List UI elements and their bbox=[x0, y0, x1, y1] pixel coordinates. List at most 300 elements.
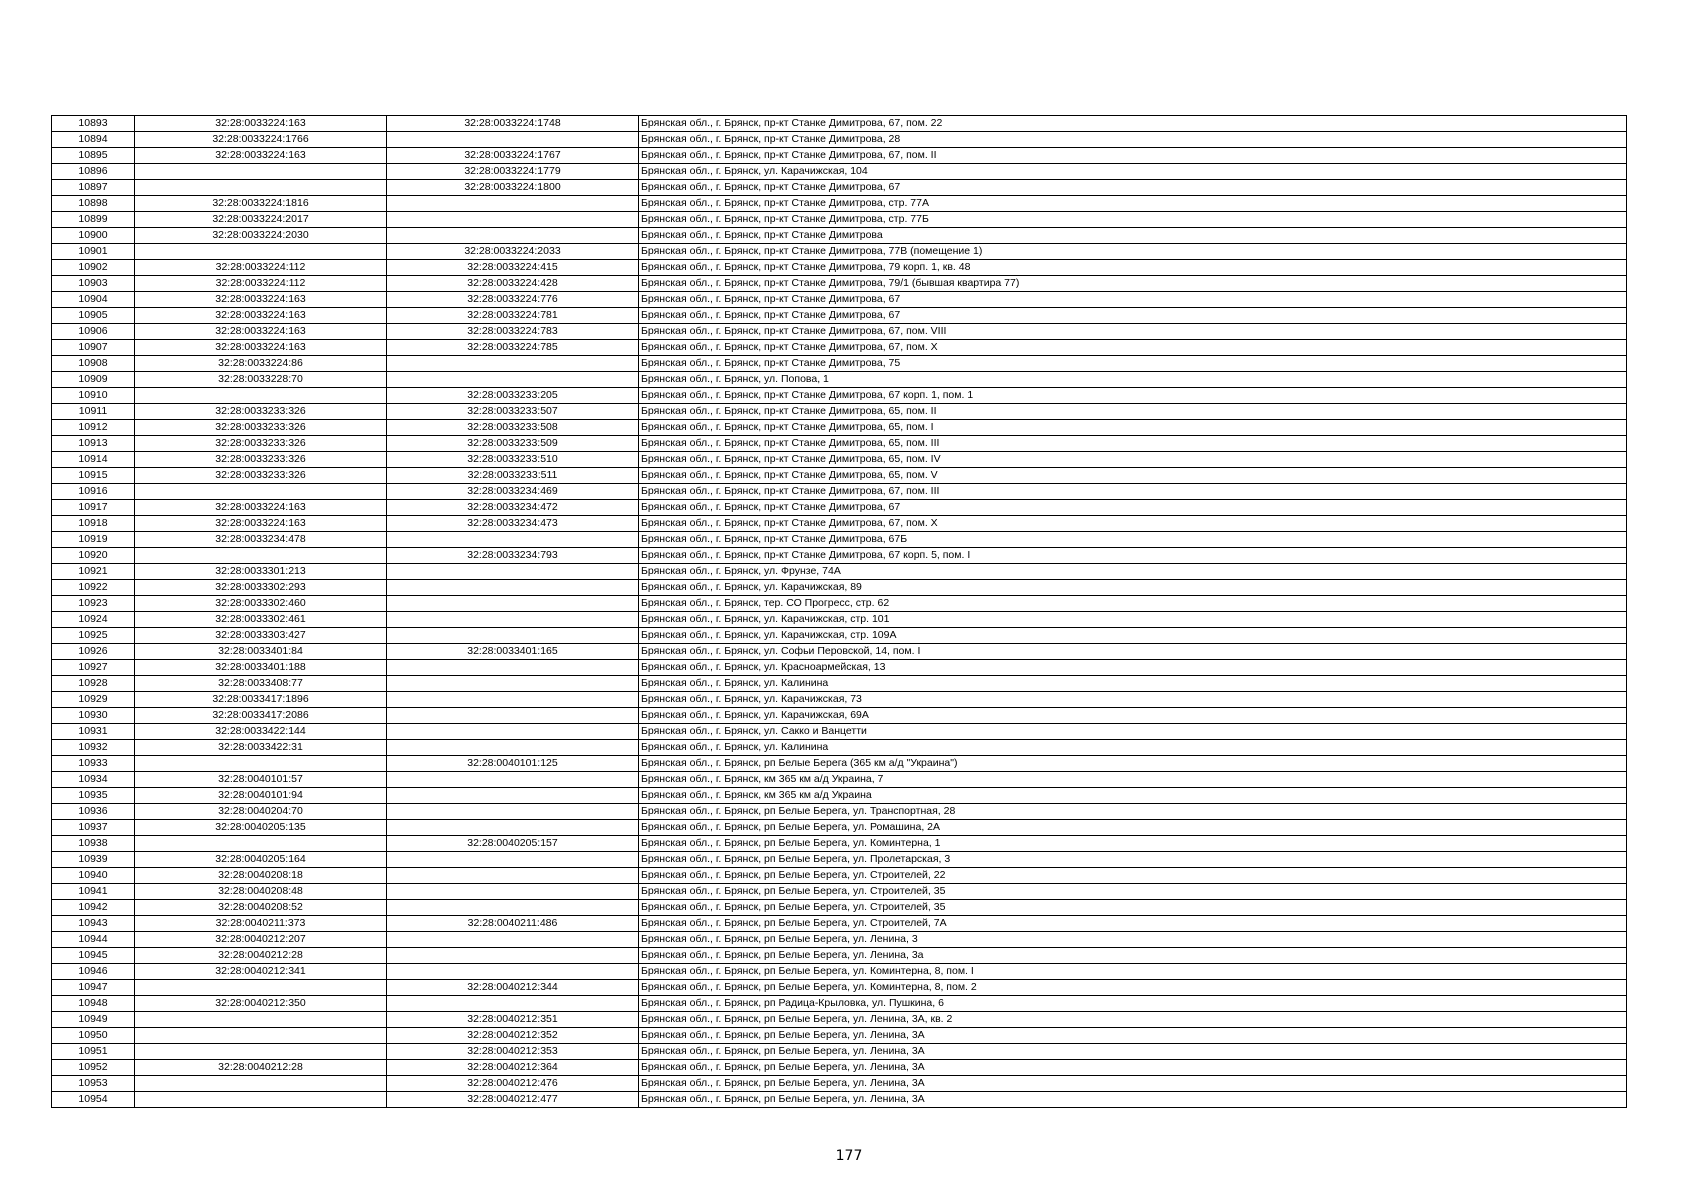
object-number-cell: 32:28:0033401:165 bbox=[387, 644, 639, 660]
parcel-number-cell: 32:28:0033417:1896 bbox=[135, 692, 387, 708]
address-cell: Брянская обл., г. Брянск, пр-кт Станке Димитрова, 67 корп. 5, пом. I bbox=[639, 548, 1627, 564]
parcel-number-cell bbox=[135, 1012, 387, 1028]
address-cell: Брянская обл., г. Брянск, пр-кт Станке Димитрова, 65, пом. III bbox=[639, 436, 1627, 452]
row-number-cell: 10919 bbox=[52, 532, 135, 548]
table-row bbox=[52, 1012, 1627, 1028]
row-number-cell: 10908 bbox=[52, 356, 135, 372]
table-row bbox=[52, 420, 1627, 436]
address-cell: Брянская обл., г. Брянск, пр-кт Станке Димитрова, стр. 77А bbox=[639, 196, 1627, 212]
parcel-number-cell: 32:28:0033233:326 bbox=[135, 452, 387, 468]
table-row bbox=[52, 180, 1627, 196]
registry-table bbox=[51, 115, 1627, 1108]
parcel-number-cell: 32:28:0033408:77 bbox=[135, 676, 387, 692]
table-row bbox=[52, 596, 1627, 612]
row-number-cell: 10951 bbox=[52, 1044, 135, 1060]
address-cell: Брянская обл., г. Брянск, рп Белые Берега, ул. Строителей, 7А bbox=[639, 916, 1627, 932]
object-number-cell bbox=[387, 580, 639, 596]
row-number-cell: 10916 bbox=[52, 484, 135, 500]
object-number-cell: 32:28:0033224:1779 bbox=[387, 164, 639, 180]
object-number-cell: 32:28:0033234:473 bbox=[387, 516, 639, 532]
row-number-cell: 10924 bbox=[52, 612, 135, 628]
address-cell: Брянская обл., г. Брянск, пр-кт Станке Димитрова, 65, пом. IV bbox=[639, 452, 1627, 468]
address-cell: Брянская обл., г. Брянск, пр-кт Станке Димитрова, 79 корп. 1, кв. 48 bbox=[639, 260, 1627, 276]
table-row bbox=[52, 580, 1627, 596]
parcel-number-cell bbox=[135, 1076, 387, 1092]
address-cell: Брянская обл., г. Брянск, пр-кт Станке Димитрова, 77В (помещение 1) bbox=[639, 244, 1627, 260]
address-cell: Брянская обл., г. Брянск, ул. Калинина bbox=[639, 676, 1627, 692]
parcel-number-cell: 32:28:0033224:2030 bbox=[135, 228, 387, 244]
row-number-cell: 10929 bbox=[52, 692, 135, 708]
table-row bbox=[52, 948, 1627, 964]
parcel-number-cell: 32:28:0040205:164 bbox=[135, 852, 387, 868]
object-number-cell bbox=[387, 804, 639, 820]
object-number-cell bbox=[387, 692, 639, 708]
object-number-cell bbox=[387, 628, 639, 644]
parcel-number-cell bbox=[135, 244, 387, 260]
object-number-cell: 32:28:0033233:511 bbox=[387, 468, 639, 484]
row-number-cell: 10895 bbox=[52, 148, 135, 164]
table-row bbox=[52, 996, 1627, 1012]
address-cell: Брянская обл., г. Брянск, пр-кт Станке Димитрова, 67, пом. II bbox=[639, 148, 1627, 164]
row-number-cell: 10915 bbox=[52, 468, 135, 484]
parcel-number-cell: 32:28:0033224:163 bbox=[135, 324, 387, 340]
row-number-cell: 10948 bbox=[52, 996, 135, 1012]
parcel-number-cell: 32:28:0033224:163 bbox=[135, 148, 387, 164]
table-row bbox=[52, 772, 1627, 788]
table-row bbox=[52, 244, 1627, 260]
table-row bbox=[52, 1092, 1627, 1108]
parcel-number-cell bbox=[135, 1044, 387, 1060]
parcel-number-cell: 32:28:0033302:461 bbox=[135, 612, 387, 628]
table-row bbox=[52, 852, 1627, 868]
row-number-cell: 10922 bbox=[52, 580, 135, 596]
table-row bbox=[52, 260, 1627, 276]
parcel-number-cell: 32:28:0033224:163 bbox=[135, 500, 387, 516]
table-row bbox=[52, 132, 1627, 148]
table-row bbox=[52, 404, 1627, 420]
address-cell: Брянская обл., г. Брянск, пр-кт Станке Димитрова bbox=[639, 228, 1627, 244]
row-number-cell: 10928 bbox=[52, 676, 135, 692]
table-row bbox=[52, 724, 1627, 740]
row-number-cell: 10945 bbox=[52, 948, 135, 964]
address-cell: Брянская обл., г. Брянск, рп Белые Берега, ул. Строителей, 35 bbox=[639, 884, 1627, 900]
row-number-cell: 10949 bbox=[52, 1012, 135, 1028]
object-number-cell: 32:28:0033224:1800 bbox=[387, 180, 639, 196]
row-number-cell: 10898 bbox=[52, 196, 135, 212]
table-row bbox=[52, 548, 1627, 564]
object-number-cell: 32:28:0033224:1767 bbox=[387, 148, 639, 164]
object-number-cell bbox=[387, 532, 639, 548]
address-cell: Брянская обл., г. Брянск, рп Белые Берега, ул. Строителей, 35 bbox=[639, 900, 1627, 916]
address-cell: Брянская обл., г. Брянск, рп Белые Берега, ул. Ленина, 3А bbox=[639, 1060, 1627, 1076]
row-number-cell: 10925 bbox=[52, 628, 135, 644]
object-number-cell: 32:28:0040212:477 bbox=[387, 1092, 639, 1108]
object-number-cell bbox=[387, 724, 639, 740]
address-cell: Брянская обл., г. Брянск, рп Белые Берега, ул. Коминтерна, 8, пом. 2 bbox=[639, 980, 1627, 996]
row-number-cell: 10942 bbox=[52, 900, 135, 916]
object-number-cell: 32:28:0033233:509 bbox=[387, 436, 639, 452]
object-number-cell: 32:28:0033234:472 bbox=[387, 500, 639, 516]
object-number-cell: 32:28:0033233:205 bbox=[387, 388, 639, 404]
address-cell: Брянская обл., г. Брянск, рп Белые Берега (365 км а/д "Украина") bbox=[639, 756, 1627, 772]
row-number-cell: 10904 bbox=[52, 292, 135, 308]
address-cell: Брянская обл., г. Брянск, рп Белые Берега, ул. Ленина, 3А bbox=[639, 1092, 1627, 1108]
parcel-number-cell: 32:28:0040101:57 bbox=[135, 772, 387, 788]
object-number-cell bbox=[387, 996, 639, 1012]
object-number-cell: 32:28:0033233:507 bbox=[387, 404, 639, 420]
address-cell: Брянская обл., г. Брянск, рп Белые Берега, ул. Ленина, 3А bbox=[639, 1044, 1627, 1060]
parcel-number-cell: 32:28:0033233:326 bbox=[135, 420, 387, 436]
parcel-number-cell: 32:28:0040212:207 bbox=[135, 932, 387, 948]
table-row bbox=[52, 820, 1627, 836]
address-cell: Брянская обл., г. Брянск, рп Белые Берега, ул. Ромашина, 2А bbox=[639, 820, 1627, 836]
object-number-cell bbox=[387, 372, 639, 388]
row-number-cell: 10920 bbox=[52, 548, 135, 564]
parcel-number-cell bbox=[135, 180, 387, 196]
table-row bbox=[52, 276, 1627, 292]
address-cell: Брянская обл., г. Брянск, ул. Калинина bbox=[639, 740, 1627, 756]
parcel-number-cell: 32:28:0040208:48 bbox=[135, 884, 387, 900]
object-number-cell: 32:28:0040212:344 bbox=[387, 980, 639, 996]
address-cell: Брянская обл., г. Брянск, пр-кт Станке Димитрова, 67 bbox=[639, 292, 1627, 308]
object-number-cell bbox=[387, 900, 639, 916]
table-row bbox=[52, 452, 1627, 468]
parcel-number-cell: 32:28:0040212:28 bbox=[135, 1060, 387, 1076]
parcel-number-cell: 32:28:0033417:2086 bbox=[135, 708, 387, 724]
parcel-number-cell: 32:28:0040212:341 bbox=[135, 964, 387, 980]
object-number-cell bbox=[387, 772, 639, 788]
table-row bbox=[52, 676, 1627, 692]
parcel-number-cell: 32:28:0033302:460 bbox=[135, 596, 387, 612]
parcel-number-cell: 32:28:0033224:163 bbox=[135, 516, 387, 532]
object-number-cell: 32:28:0033224:776 bbox=[387, 292, 639, 308]
parcel-number-cell: 32:28:0040212:28 bbox=[135, 948, 387, 964]
parcel-number-cell: 32:28:0033224:112 bbox=[135, 260, 387, 276]
object-number-cell: 32:28:0033224:415 bbox=[387, 260, 639, 276]
row-number-cell: 10938 bbox=[52, 836, 135, 852]
table-row bbox=[52, 164, 1627, 180]
address-cell: Брянская обл., г. Брянск, ул. Карачижская, 73 bbox=[639, 692, 1627, 708]
object-number-cell: 32:28:0040212:351 bbox=[387, 1012, 639, 1028]
address-cell: Брянская обл., г. Брянск, пр-кт Станке Димитрова, 67, пом. X bbox=[639, 340, 1627, 356]
address-cell: Брянская обл., г. Брянск, пр-кт Станке Димитрова, 67Б bbox=[639, 532, 1627, 548]
row-number-cell: 10917 bbox=[52, 500, 135, 516]
row-number-cell: 10921 bbox=[52, 564, 135, 580]
row-number-cell: 10953 bbox=[52, 1076, 135, 1092]
parcel-number-cell: 32:28:0033233:326 bbox=[135, 436, 387, 452]
parcel-number-cell: 32:28:0040205:135 bbox=[135, 820, 387, 836]
row-number-cell: 10900 bbox=[52, 228, 135, 244]
address-cell: Брянская обл., г. Брянск, пр-кт Станке Димитрова, 75 bbox=[639, 356, 1627, 372]
address-cell: Брянская обл., г. Брянск, ул. Карачижская, стр. 109А bbox=[639, 628, 1627, 644]
row-number-cell: 10912 bbox=[52, 420, 135, 436]
object-number-cell bbox=[387, 564, 639, 580]
object-number-cell: 32:28:0033224:428 bbox=[387, 276, 639, 292]
row-number-cell: 10899 bbox=[52, 212, 135, 228]
table-row bbox=[52, 804, 1627, 820]
parcel-number-cell: 32:28:0033224:2017 bbox=[135, 212, 387, 228]
table-row bbox=[52, 1044, 1627, 1060]
address-cell: Брянская обл., г. Брянск, ул. Карачижская, 89 bbox=[639, 580, 1627, 596]
table-row bbox=[52, 436, 1627, 452]
row-number-cell: 10918 bbox=[52, 516, 135, 532]
table-row bbox=[52, 756, 1627, 772]
row-number-cell: 10933 bbox=[52, 756, 135, 772]
row-number-cell: 10910 bbox=[52, 388, 135, 404]
table-row bbox=[52, 356, 1627, 372]
table-row bbox=[52, 644, 1627, 660]
address-cell: Брянская обл., г. Брянск, рп Белые Берега, ул. Транспортная, 28 bbox=[639, 804, 1627, 820]
object-number-cell bbox=[387, 964, 639, 980]
address-cell: Брянская обл., г. Брянск, пр-кт Станке Димитрова, 79/1 (бывшая квартира 77) bbox=[639, 276, 1627, 292]
parcel-number-cell bbox=[135, 756, 387, 772]
row-number-cell: 10923 bbox=[52, 596, 135, 612]
parcel-number-cell: 32:28:0040101:94 bbox=[135, 788, 387, 804]
table-row bbox=[52, 148, 1627, 164]
table-row bbox=[52, 692, 1627, 708]
parcel-number-cell: 32:28:0033401:188 bbox=[135, 660, 387, 676]
object-number-cell: 32:28:0040101:125 bbox=[387, 756, 639, 772]
row-number-cell: 10911 bbox=[52, 404, 135, 420]
object-number-cell bbox=[387, 612, 639, 628]
row-number-cell: 10936 bbox=[52, 804, 135, 820]
row-number-cell: 10934 bbox=[52, 772, 135, 788]
address-cell: Брянская обл., г. Брянск, пр-кт Станке Димитрова, 67, пом. VIII bbox=[639, 324, 1627, 340]
parcel-number-cell: 32:28:0033401:84 bbox=[135, 644, 387, 660]
object-number-cell bbox=[387, 660, 639, 676]
row-number-cell: 10937 bbox=[52, 820, 135, 836]
parcel-number-cell: 32:28:0033224:163 bbox=[135, 340, 387, 356]
object-number-cell bbox=[387, 196, 639, 212]
address-cell: Брянская обл., г. Брянск, ул. Карачижская, 104 bbox=[639, 164, 1627, 180]
parcel-number-cell: 32:28:0033422:144 bbox=[135, 724, 387, 740]
row-number-cell: 10939 bbox=[52, 852, 135, 868]
row-number-cell: 10914 bbox=[52, 452, 135, 468]
row-number-cell: 10931 bbox=[52, 724, 135, 740]
parcel-number-cell: 32:28:0033234:478 bbox=[135, 532, 387, 548]
address-cell: Брянская обл., г. Брянск, пр-кт Станке Димитрова, 67, пом. 22 bbox=[639, 116, 1627, 132]
parcel-number-cell: 32:28:0033301:213 bbox=[135, 564, 387, 580]
page-number: 177 bbox=[835, 1148, 863, 1164]
table-row bbox=[52, 660, 1627, 676]
object-number-cell bbox=[387, 852, 639, 868]
row-number-cell: 10902 bbox=[52, 260, 135, 276]
table-row bbox=[52, 788, 1627, 804]
table-row bbox=[52, 324, 1627, 340]
address-cell: Брянская обл., г. Брянск, рп Белые Берега, ул. Коминтерна, 8, пом. I bbox=[639, 964, 1627, 980]
address-cell: Брянская обл., г. Брянск, пр-кт Станке Димитрова, 67, пом. III bbox=[639, 484, 1627, 500]
object-number-cell bbox=[387, 132, 639, 148]
object-number-cell bbox=[387, 740, 639, 756]
parcel-number-cell: 32:28:0033233:326 bbox=[135, 468, 387, 484]
row-number-cell: 10927 bbox=[52, 660, 135, 676]
table-row bbox=[52, 884, 1627, 900]
table-row bbox=[52, 292, 1627, 308]
parcel-number-cell: 32:28:0033224:163 bbox=[135, 116, 387, 132]
parcel-number-cell bbox=[135, 388, 387, 404]
table-row bbox=[52, 1076, 1627, 1092]
parcel-number-cell bbox=[135, 980, 387, 996]
object-number-cell: 32:28:0033224:785 bbox=[387, 340, 639, 356]
object-number-cell bbox=[387, 868, 639, 884]
address-cell: Брянская обл., г. Брянск, пр-кт Станке Димитрова, 65, пом. V bbox=[639, 468, 1627, 484]
object-number-cell: 32:28:0040212:353 bbox=[387, 1044, 639, 1060]
parcel-number-cell bbox=[135, 548, 387, 564]
address-cell: Брянская обл., г. Брянск, ул. Фрунзе, 74А bbox=[639, 564, 1627, 580]
row-number-cell: 10909 bbox=[52, 372, 135, 388]
parcel-number-cell bbox=[135, 484, 387, 500]
object-number-cell bbox=[387, 948, 639, 964]
row-number-cell: 10946 bbox=[52, 964, 135, 980]
row-number-cell: 10906 bbox=[52, 324, 135, 340]
row-number-cell: 10950 bbox=[52, 1028, 135, 1044]
parcel-number-cell: 32:28:0033302:293 bbox=[135, 580, 387, 596]
parcel-number-cell bbox=[135, 1092, 387, 1108]
table-row bbox=[52, 308, 1627, 324]
row-number-cell: 10901 bbox=[52, 244, 135, 260]
address-cell: Брянская обл., г. Брянск, пр-кт Станке Димитрова, 67 bbox=[639, 180, 1627, 196]
table-row bbox=[52, 388, 1627, 404]
table-row bbox=[52, 868, 1627, 884]
address-cell: Брянская обл., г. Брянск, рп Белые Берега, ул. Строителей, 22 bbox=[639, 868, 1627, 884]
address-cell: Брянская обл., г. Брянск, тер. СО Прогресс, стр. 62 bbox=[639, 596, 1627, 612]
table-row bbox=[52, 1028, 1627, 1044]
row-number-cell: 10926 bbox=[52, 644, 135, 660]
row-number-cell: 10907 bbox=[52, 340, 135, 356]
table-row bbox=[52, 212, 1627, 228]
table-row bbox=[52, 916, 1627, 932]
address-cell: Брянская обл., г. Брянск, рп Белые Берега, ул. Коминтерна, 1 bbox=[639, 836, 1627, 852]
object-number-cell: 32:28:0033224:2033 bbox=[387, 244, 639, 260]
address-cell: Брянская обл., г. Брянск, ул. Красноармейская, 13 bbox=[639, 660, 1627, 676]
object-number-cell: 32:28:0033233:510 bbox=[387, 452, 639, 468]
row-number-cell: 10894 bbox=[52, 132, 135, 148]
table-row bbox=[52, 740, 1627, 756]
address-cell: Брянская обл., г. Брянск, пр-кт Станке Димитрова, 65, пом. II bbox=[639, 404, 1627, 420]
object-number-cell bbox=[387, 676, 639, 692]
object-number-cell bbox=[387, 356, 639, 372]
table-row bbox=[52, 708, 1627, 724]
table-row bbox=[52, 516, 1627, 532]
address-cell: Брянская обл., г. Брянск, ул. Карачижская, стр. 101 bbox=[639, 612, 1627, 628]
parcel-number-cell bbox=[135, 836, 387, 852]
object-number-cell: 32:28:0033224:1748 bbox=[387, 116, 639, 132]
object-number-cell: 32:28:0033234:469 bbox=[387, 484, 639, 500]
address-cell: Брянская обл., г. Брянск, пр-кт Станке Димитрова, 67 корп. 1, пом. 1 bbox=[639, 388, 1627, 404]
address-cell: Брянская обл., г. Брянск, км 365 км а/д Украина bbox=[639, 788, 1627, 804]
table-row bbox=[52, 468, 1627, 484]
row-number-cell: 10905 bbox=[52, 308, 135, 324]
row-number-cell: 10932 bbox=[52, 740, 135, 756]
object-number-cell: 32:28:0033224:781 bbox=[387, 308, 639, 324]
row-number-cell: 10954 bbox=[52, 1092, 135, 1108]
parcel-number-cell bbox=[135, 164, 387, 180]
table-row bbox=[52, 932, 1627, 948]
address-cell: Брянская обл., г. Брянск, рп Белые Берега, ул. Ленина, 3А, кв. 2 bbox=[639, 1012, 1627, 1028]
table-row bbox=[52, 116, 1627, 132]
table-row bbox=[52, 900, 1627, 916]
parcel-number-cell: 32:28:0033233:326 bbox=[135, 404, 387, 420]
parcel-number-cell: 32:28:0033224:1816 bbox=[135, 196, 387, 212]
parcel-number-cell: 32:28:0040212:350 bbox=[135, 996, 387, 1012]
address-cell: Брянская обл., г. Брянск, рп Белые Берега, ул. Ленина, 3А bbox=[639, 1076, 1627, 1092]
address-cell: Брянская обл., г. Брянск, пр-кт Станке Димитрова, 65, пом. I bbox=[639, 420, 1627, 436]
parcel-number-cell: 32:28:0040211:373 bbox=[135, 916, 387, 932]
address-cell: Брянская обл., г. Брянск, пр-кт Станке Димитрова, стр. 77Б bbox=[639, 212, 1627, 228]
object-number-cell bbox=[387, 708, 639, 724]
address-cell: Брянская обл., г. Брянск, ул. Попова, 1 bbox=[639, 372, 1627, 388]
row-number-cell: 10947 bbox=[52, 980, 135, 996]
table-row bbox=[52, 228, 1627, 244]
object-number-cell: 32:28:0040212:476 bbox=[387, 1076, 639, 1092]
table-row bbox=[52, 1060, 1627, 1076]
row-number-cell: 10935 bbox=[52, 788, 135, 804]
parcel-number-cell: 32:28:0033422:31 bbox=[135, 740, 387, 756]
row-number-cell: 10943 bbox=[52, 916, 135, 932]
parcel-number-cell: 32:28:0033224:163 bbox=[135, 308, 387, 324]
address-cell: Брянская обл., г. Брянск, км 365 км а/д Украина, 7 bbox=[639, 772, 1627, 788]
table-row bbox=[52, 628, 1627, 644]
object-number-cell bbox=[387, 884, 639, 900]
object-number-cell bbox=[387, 596, 639, 612]
parcel-number-cell: 32:28:0040204:70 bbox=[135, 804, 387, 820]
object-number-cell: 32:28:0033234:793 bbox=[387, 548, 639, 564]
row-number-cell: 10893 bbox=[52, 116, 135, 132]
table-row bbox=[52, 500, 1627, 516]
row-number-cell: 10913 bbox=[52, 436, 135, 452]
registry-table-body bbox=[52, 116, 1627, 1108]
address-cell: Брянская обл., г. Брянск, рп Белые Берега, ул. Ленина, 3 bbox=[639, 932, 1627, 948]
row-number-cell: 10940 bbox=[52, 868, 135, 884]
row-number-cell: 10944 bbox=[52, 932, 135, 948]
parcel-number-cell: 32:28:0033228:70 bbox=[135, 372, 387, 388]
parcel-number-cell: 32:28:0033303:427 bbox=[135, 628, 387, 644]
address-cell: Брянская обл., г. Брянск, рп Радица-Крыловка, ул. Пушкина, 6 bbox=[639, 996, 1627, 1012]
table-row bbox=[52, 196, 1627, 212]
table-row bbox=[52, 980, 1627, 996]
address-cell: Брянская обл., г. Брянск, ул. Сакко и Ванцетти bbox=[639, 724, 1627, 740]
object-number-cell: 32:28:0040212:364 bbox=[387, 1060, 639, 1076]
object-number-cell bbox=[387, 228, 639, 244]
row-number-cell: 10941 bbox=[52, 884, 135, 900]
address-cell: Брянская обл., г. Брянск, пр-кт Станке Димитрова, 28 bbox=[639, 132, 1627, 148]
address-cell: Брянская обл., г. Брянск, пр-кт Станке Димитрова, 67, пом. X bbox=[639, 516, 1627, 532]
table-row bbox=[52, 340, 1627, 356]
address-cell: Брянская обл., г. Брянск, рп Белые Берега, ул. Пролетарская, 3 bbox=[639, 852, 1627, 868]
parcel-number-cell: 32:28:0033224:112 bbox=[135, 276, 387, 292]
address-cell: Брянская обл., г. Брянск, рп Белые Берега, ул. Ленина, 3А bbox=[639, 1028, 1627, 1044]
table-row bbox=[52, 964, 1627, 980]
parcel-number-cell: 32:28:0040208:52 bbox=[135, 900, 387, 916]
row-number-cell: 10897 bbox=[52, 180, 135, 196]
table-row bbox=[52, 836, 1627, 852]
object-number-cell: 32:28:0040205:157 bbox=[387, 836, 639, 852]
address-cell: Брянская обл., г. Брянск, ул. Софьи Перовской, 14, пом. I bbox=[639, 644, 1627, 660]
object-number-cell bbox=[387, 820, 639, 836]
parcel-number-cell: 32:28:0033224:1766 bbox=[135, 132, 387, 148]
row-number-cell: 10952 bbox=[52, 1060, 135, 1076]
address-cell: Брянская обл., г. Брянск, пр-кт Станке Димитрова, 67 bbox=[639, 308, 1627, 324]
object-number-cell bbox=[387, 212, 639, 228]
parcel-number-cell: 32:28:0033224:86 bbox=[135, 356, 387, 372]
object-number-cell: 32:28:0033224:783 bbox=[387, 324, 639, 340]
table-row bbox=[52, 564, 1627, 580]
row-number-cell: 10896 bbox=[52, 164, 135, 180]
object-number-cell: 32:28:0040211:486 bbox=[387, 916, 639, 932]
parcel-number-cell: 32:28:0040208:18 bbox=[135, 868, 387, 884]
address-cell: Брянская обл., г. Брянск, ул. Карачижская, 69А bbox=[639, 708, 1627, 724]
object-number-cell bbox=[387, 788, 639, 804]
